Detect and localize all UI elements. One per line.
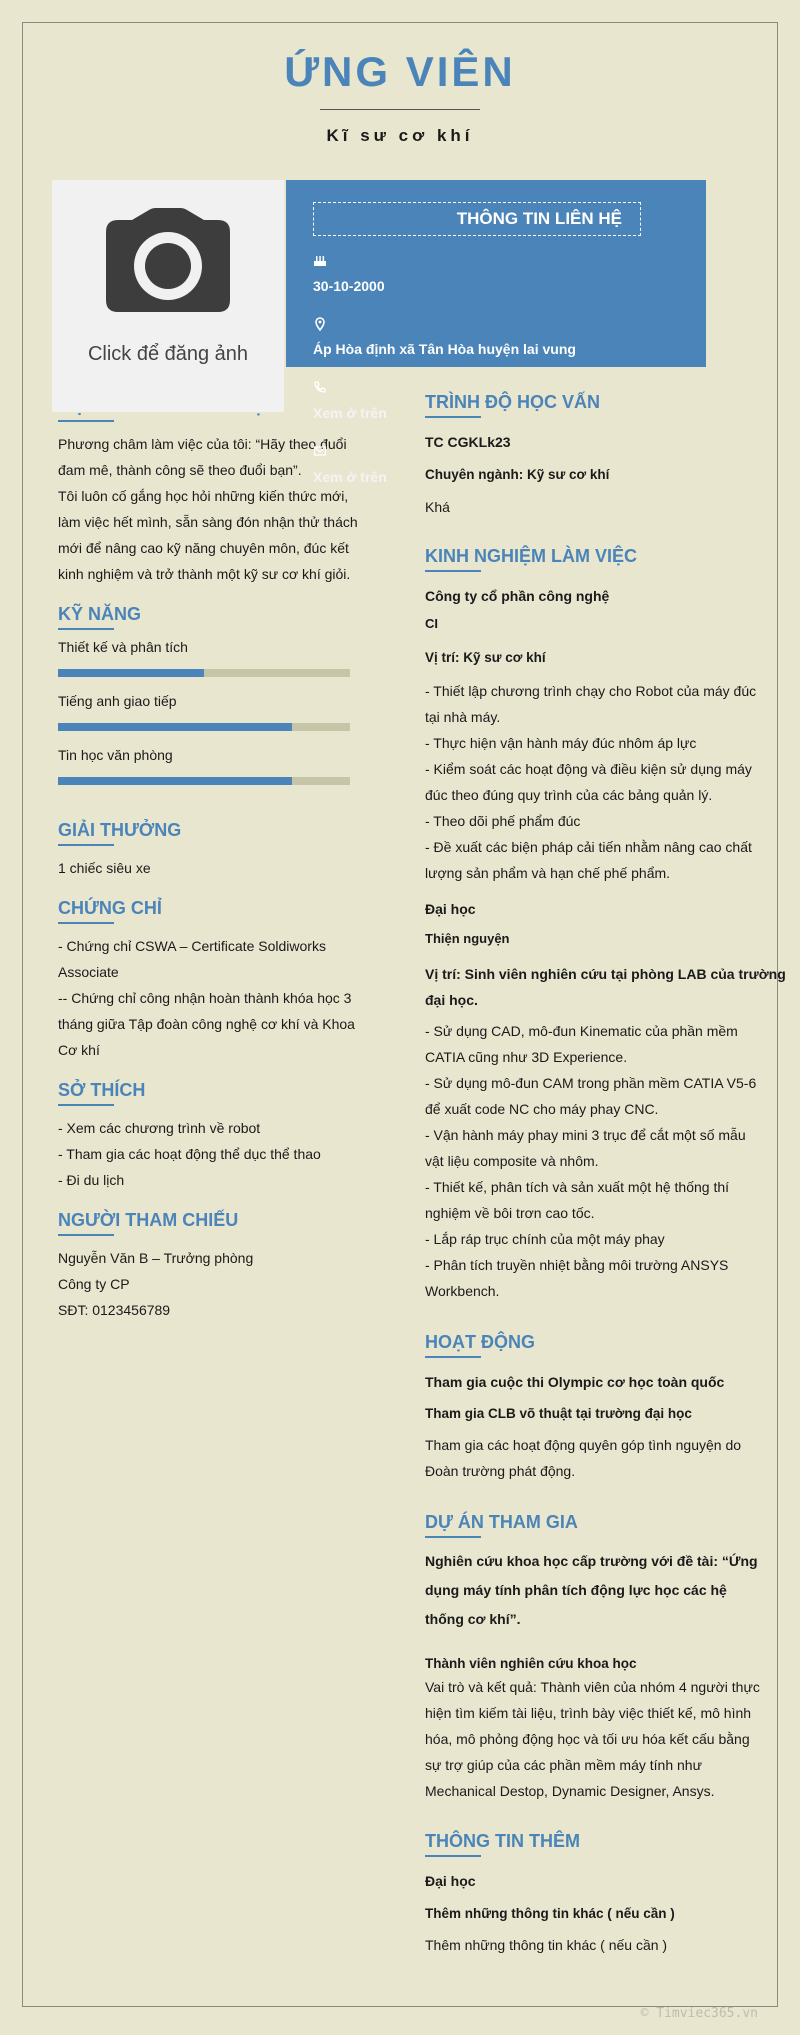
candidate-name: ỨNG VIÊN bbox=[284, 48, 516, 95]
certificate-line: -- Chứng chỉ công nhận hoàn thành khóa học 3 bbox=[58, 990, 352, 1006]
photo-caption: Click để đăng ảnh bbox=[87, 343, 249, 365]
activities-club: Tham gia CLB võ thuật tại trường đại học bbox=[425, 1406, 692, 1421]
skill-level-bar bbox=[58, 723, 350, 731]
job2-line: CATIA cũng như 3D Experience. bbox=[425, 1049, 628, 1065]
job1-line: - Đề xuất các biện pháp cải tiến nhằm nâng cao chất bbox=[425, 839, 752, 855]
skill-level-fill bbox=[58, 777, 292, 785]
education-rule bbox=[425, 416, 481, 418]
job1-line: - Thiết lập chương trình chạy cho Robot của máy đúc bbox=[425, 683, 757, 699]
project-line: sự trợ giúp của các phần mềm máy tính như bbox=[425, 1757, 702, 1773]
additional-subtitle: Thêm những thông tin khác ( nếu cần ) bbox=[425, 1906, 675, 1921]
job1-line: tại nhà máy. bbox=[425, 709, 501, 725]
objective-rule bbox=[58, 420, 114, 422]
job2-line: - Lắp ráp trục chính của một máy phay bbox=[425, 1231, 665, 1247]
project-line: Mechanical Destop, Dynamic Designer, Ansys. bbox=[425, 1783, 715, 1799]
job1-line: đúc theo đúng quy trình của các bảng quản lý. bbox=[425, 787, 713, 803]
references-rule bbox=[58, 1234, 114, 1236]
project-line: hiện tìm kiếm tài liệu, trình bày việc thiết kế, mô hình bbox=[425, 1705, 752, 1721]
projects-title: DỰ ÁN THAM GIA bbox=[425, 1512, 578, 1532]
photo-upload[interactable] bbox=[52, 180, 284, 412]
activities-title: HOẠT ĐỘNG bbox=[425, 1332, 535, 1352]
education-title: TRÌNH ĐỘ HỌC VẤN bbox=[425, 392, 600, 412]
reference-line: SĐT: 0123456789 bbox=[58, 1302, 171, 1318]
awards-rule bbox=[58, 844, 114, 846]
objective-line: đam mê, thành công sẽ theo đuổi bạn”. bbox=[58, 462, 302, 478]
activities-line: Tham gia các hoạt động quyên góp tình nguyện do bbox=[425, 1437, 742, 1453]
skill-name: Tin học văn phòng bbox=[58, 747, 173, 763]
job1-line: - Kiểm soát các hoạt động và điều kiện sử dụng máy bbox=[425, 761, 752, 777]
job1-line: - Theo dõi phế phẩm đúc bbox=[425, 813, 581, 829]
job2-line: để xuất code NC cho máy phay CNC. bbox=[425, 1101, 659, 1117]
camera-icon bbox=[52, 180, 284, 330]
skill-level-fill bbox=[58, 669, 204, 677]
additional-title: THÔNG TIN THÊM bbox=[425, 1831, 580, 1851]
job1-company-line2: CI bbox=[425, 616, 438, 631]
project-line: Vai trò và kết quả: Thành viên của nhóm 4 người thực bbox=[425, 1679, 760, 1695]
certificate-line: Associate bbox=[58, 964, 119, 980]
contact-box bbox=[286, 180, 706, 367]
education-major: Chuyên ngành: Kỹ sư cơ khí bbox=[425, 467, 610, 482]
additional-rule bbox=[425, 1855, 481, 1857]
certificate-line: - Chứng chỉ CSWA – Certificate Soldiworks bbox=[58, 938, 326, 954]
job2-company: Đại học bbox=[425, 901, 476, 917]
objective-line: kinh nghiệm và trở thành một kỹ sư cơ khí giỏi. bbox=[58, 566, 351, 582]
project-name-line: Nghiên cứu khoa học cấp trường với đề tài: “Ứng bbox=[425, 1553, 758, 1569]
skill-level-fill bbox=[58, 723, 292, 731]
skills-rule bbox=[58, 628, 114, 630]
project-name-line: dụng máy tính phân tích động lực học các hệ bbox=[425, 1582, 727, 1598]
job2-line: - Phân tích truyền nhiệt bằng môi trường ANSYS bbox=[425, 1257, 729, 1273]
job2-line: - Sử dụng CAD, mô-đun Kinematic của phần mềm bbox=[425, 1023, 738, 1039]
objective-line: mới để nâng cao kỹ năng chuyên môn, đúc kết bbox=[58, 540, 349, 556]
job1-line: - Thực hiện vận hành máy đúc nhôm áp lực bbox=[425, 735, 697, 751]
reference-line: Nguyễn Văn B – Trưởng phòng bbox=[58, 1250, 254, 1266]
project-line: hóa, mô phỏng động học và tối ưu hóa kết cấu bằng bbox=[425, 1731, 750, 1747]
contact-email: Xem ở trên bbox=[313, 469, 387, 485]
skill-level-bar bbox=[58, 777, 350, 785]
job1-position: Vị trí: Kỹ sư cơ khí bbox=[425, 650, 546, 665]
additional-org: Đại học bbox=[425, 1873, 476, 1889]
hobby-line: - Xem các chương trình về robot bbox=[58, 1120, 261, 1136]
job2-line: - Sử dụng mô-đun CAM trong phần mềm CATIA V5-6 bbox=[425, 1075, 757, 1091]
education-school: TC CGKLk23 bbox=[425, 434, 511, 450]
awards-title: GIẢI THƯỞNG bbox=[58, 820, 182, 840]
job2-line: nghiệm về bôi trơn cao tốc. bbox=[425, 1205, 595, 1221]
activities-event: Tham gia cuộc thi Olympic cơ học toàn quốc bbox=[425, 1374, 725, 1390]
watermark: © Timviec365.vn bbox=[640, 2006, 758, 2021]
contact-title: THÔNG TIN LIÊN HỆ bbox=[313, 202, 641, 236]
experience-title: KINH NGHIỆM LÀM VIỆC bbox=[425, 546, 638, 566]
project-role: Thành viên nghiên cứu khoa học bbox=[425, 1656, 637, 1671]
job2-position-line2: đại học. bbox=[425, 992, 478, 1008]
skill-name: Thiết kế và phân tích bbox=[58, 639, 188, 655]
name-divider bbox=[320, 109, 480, 110]
job2-line: - Vận hành máy phay mini 3 trục để cắt một số mẫu bbox=[425, 1127, 746, 1143]
contact-phone: Xem ở trên bbox=[313, 405, 387, 421]
skills-title: KỸ NĂNG bbox=[58, 604, 142, 624]
references-title: NGƯỜI THAM CHIẾU bbox=[58, 1210, 239, 1230]
contact-address: Áp Hòa định xã Tân Hòa huyện lai vung bbox=[313, 341, 576, 357]
objective-line: Phương châm làm việc của tôi: “Hãy theo đuổi bbox=[58, 436, 347, 452]
projects-rule bbox=[425, 1536, 481, 1538]
project-name-line: thống cơ khí”. bbox=[425, 1611, 521, 1627]
award-line: 1 chiếc siêu xe bbox=[58, 860, 151, 876]
skill-name: Tiếng anh giao tiếp bbox=[58, 693, 177, 709]
hobby-line: - Đi du lịch bbox=[58, 1172, 125, 1188]
job2-position-line1: Vị trí: Sinh viên nghiên cứu tại phòng LAB của trường bbox=[425, 966, 786, 982]
objective-line: Tôi luôn cố gắng học hỏi những kiến thức mới, bbox=[58, 488, 349, 504]
job2-line: - Thiết kế, phân tích và sản xuất một hệ thống thí bbox=[425, 1179, 730, 1195]
hobbies-title: SỞ THÍCH bbox=[58, 1080, 146, 1100]
location-pin-icon bbox=[313, 317, 327, 331]
certificate-line: tháng giữa Tập đoàn công nghệ cơ khí và Khoa bbox=[58, 1016, 355, 1032]
job1-company: Công ty cổ phần công nghệ bbox=[425, 588, 610, 604]
job2-line: vật liệu composite và nhôm. bbox=[425, 1153, 599, 1169]
objective-line: làm việc hết mình, sẵn sàng đón nhận thử thách bbox=[58, 514, 358, 530]
birthday-cake-icon bbox=[313, 253, 327, 267]
job1-line: lượng sản phẩm và hạn chế phế phẩm. bbox=[425, 865, 671, 881]
job2-org: Thiện nguyện bbox=[425, 931, 510, 946]
certificate-line: Cơ khí bbox=[58, 1042, 100, 1058]
additional-text: Thêm những thông tin khác ( nếu cần ) bbox=[425, 1937, 668, 1953]
contact-birthday: 30-10-2000 bbox=[313, 278, 385, 294]
experience-rule bbox=[425, 570, 481, 572]
reference-line: Công ty CP bbox=[58, 1276, 130, 1292]
job2-line: Workbench. bbox=[425, 1283, 500, 1299]
email-icon bbox=[313, 444, 327, 458]
hobbies-rule bbox=[58, 1104, 114, 1106]
phone-icon bbox=[313, 380, 327, 394]
education-grade: Khá bbox=[425, 499, 450, 515]
activities-rule bbox=[425, 1356, 481, 1358]
hobby-line: - Tham gia các hoạt động thể dục thể thao bbox=[58, 1146, 321, 1162]
certificates-title: CHỨNG CHỈ bbox=[58, 898, 162, 918]
skill-level-bar bbox=[58, 669, 350, 677]
job-title: Kĩ sư cơ khí bbox=[326, 126, 474, 145]
activities-line: Đoàn trường phát động. bbox=[425, 1463, 576, 1479]
certificates-rule bbox=[58, 922, 114, 924]
